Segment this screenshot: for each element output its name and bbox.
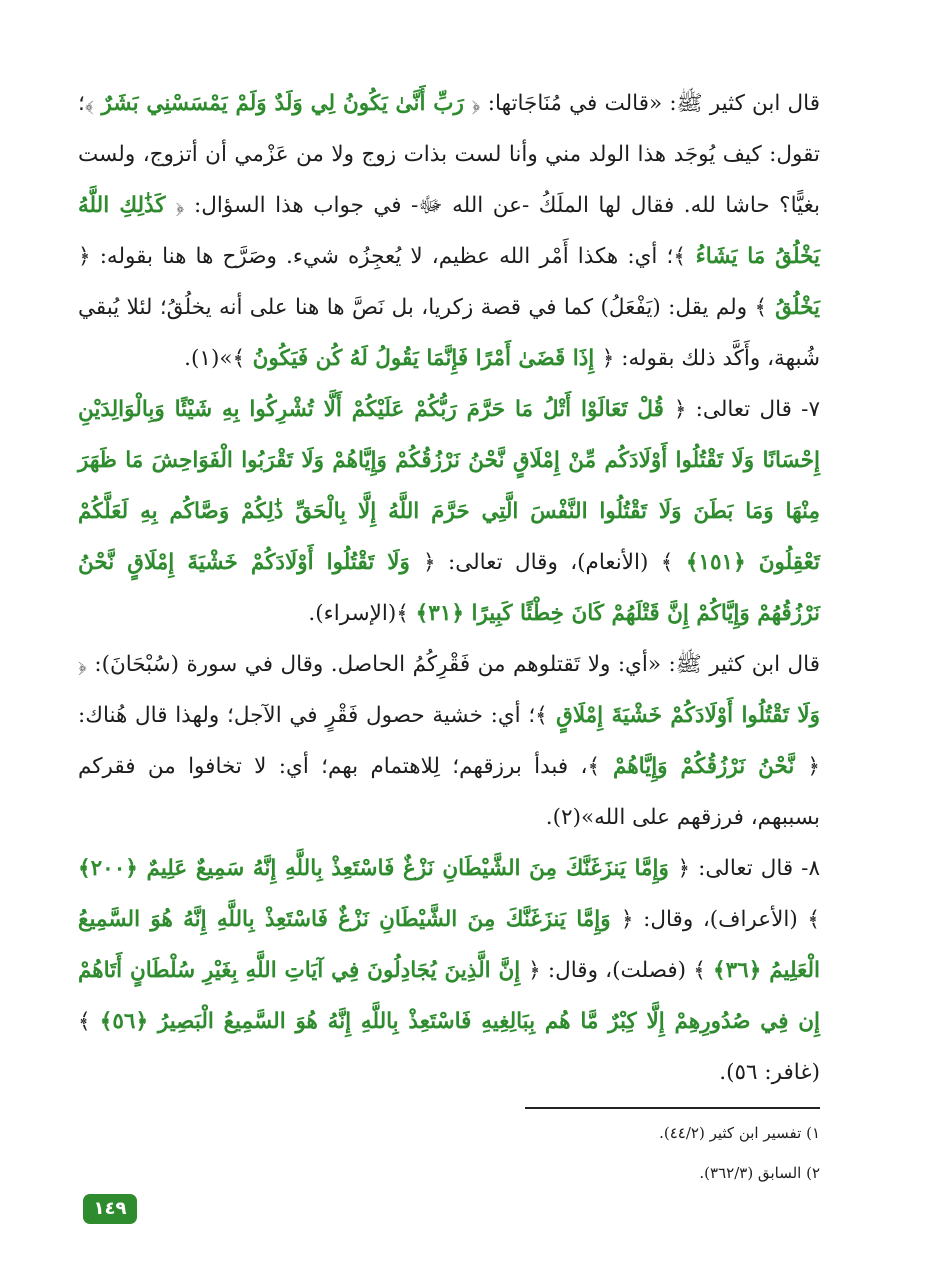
paragraph-4: ٨- قال تعالى: ﴿ وَإِمَّا يَنزَغَنَّكَ مِنَ الشَّيْطَانِ نَزْغٌ فَاسْتَعِذْ بِاللَّهِ إِنَّهُ سَمِيعٌ عَلِيمٌ ﴿٢٠٠﴾ ﴾ (الأعراف)، وقال: ﴿ وَإِمَّا يَنزَغَنَّكَ مِنَ الشَّيْطَانِ نَزْغٌ فَاسْتَعِذْ بِاللَّهِ إِنَّهُ هُوَ السَّمِيعُ الْعَلِيمُ ﴿٣٦﴾ ﴾ (فصلت)، وقال: ﴿ إِنَّ الَّذِينَ يُجَادِلُونَ فِي آيَاتِ اللَّهِ بِغَيْرِ سُلْطَانٍ أَتَاهُمْ إِن فِي صُدُورِهِمْ إِلَّا كِبْرٌ مَّا هُم بِبَالِغِيهِ فَاسْتَعِذْ بِاللَّهِ إِنَّهُ هُوَ السَّمِيعُ الْبَصِيرُ ﴿٥٦﴾ ﴾ (غافر: ٥٦).: [78, 856, 821, 1085]
verse-number: ﴿٥٦﴾: [99, 1009, 149, 1034]
quran-verse: رَبِّ أَنَّىٰ يَكُونُ لِي وَلَدٌ وَلَمْ يَمْسَسْنِي بَشَرٌ: [93, 91, 472, 116]
verse-number: ﴿٢٠٠﴾: [78, 856, 138, 881]
verse-number: ﴿٣٦﴾: [713, 958, 762, 983]
quran-verse: وَإِمَّا يَنزَغَنَّكَ مِنَ الشَّيْطَانِ نَزْغٌ فَاسْتَعِذْ بِاللَّهِ إِنَّهُ هُوَ السَّمِيعُ الْعَلِيمُ: [78, 907, 821, 983]
page-body: [78, 78, 820, 1098]
quran-verse: وَلَا تَقْتُلُوا أَوْلَادَكُمْ خَشْيَةَ إِمْلَاقٍ: [547, 703, 820, 728]
quran-verse: وَإِمَّا يَنزَغَنَّكَ مِنَ الشَّيْطَانِ نَزْغٌ فَاسْتَعِذْ بِاللَّهِ إِنَّهُ سَمِيعٌ عَلِيمٌ: [137, 856, 678, 881]
paragraph-1: قال ابن كثير ﷺ: «قالت في مُنَاجَاتها: ﴿ رَبِّ أَنَّىٰ يَكُونُ لِي وَلَدٌ وَلَمْ يَمْسَسْنِي بَشَرٌ ﴾؛ تقول: كيف يُوجَد هذا الولد مني وأنا لست بذات زوج ولا من عَزْمي أن أتزوج، ولست بغيًّا؟ حاشا لله. فقال لها الملَكُ -عن الله ﷻ- في جواب هذا السؤال: ﴿ كَذَٰلِكِ اللَّهُ يَخْلُقُ مَا يَشَاءُ ﴾؛ أي: هكذا أَمْر الله عظيم، لا يُعجِزُه شيء. وصَرَّح ها هنا بقوله: ﴿ يَخْلُقُ ﴾ ولم يقل: (يَفْعَلُ) كما في قصة زكريا، بل نَصَّ ها هنا على أنه يخلُقُ؛ لئلا يُبقي شُبهة، وأَكَّد ذلك بقوله: ﴿ إِذَا قَضَىٰ أَمْرًا فَإِنَّمَا يَقُولُ لَهُ كُن فَيَكُونُ ﴾»(١).: [78, 91, 821, 371]
footnote-1: ١) تفسير ابن كثير (٤٤/٢).: [659, 1124, 820, 1142]
quran-verse: وَلَا تَقْتُلُوا أَوْلَادَكُمْ خَشْيَةَ إِمْلَاقٍ نَّحْنُ نَرْزُقُهُمْ وَإِيَّاكُمْ إِنَّ قَتْلَهُمْ كَانَ خِطْئًا كَبِيرًا: [78, 550, 820, 626]
quran-verse: إِنَّ الَّذِينَ يُجَادِلُونَ فِي آيَاتِ اللَّهِ بِغَيْرِ سُلْطَانٍ أَتَاهُمْ إِن فِي صُدُورِهِمْ إِلَّا كِبْرٌ مَّا هُم بِبَالِغِيهِ فَاسْتَعِذْ بِاللَّهِ إِنَّهُ هُوَ السَّمِيعُ الْبَصِيرُ: [78, 958, 821, 1034]
quran-verse: يَخْلُقُ: [767, 295, 820, 320]
quran-verse: قُلْ تَعَالَوْا أَتْلُ مَا حَرَّمَ رَبُّكُمْ عَلَيْكُمْ أَلَّا تُشْرِكُوا بِهِ شَيْئًا وَبِالْوَالِدَيْنِ إِحْسَانًا وَلَا تَقْتُلُوا أَوْلَادَكُم مِّنْ إِمْلَاقٍ نَّحْنُ نَرْزُقُكُمْ وَإِيَّاهُمْ وَلَا تَقْرَبُوا الْفَوَاحِشَ مَا ظَهَرَ مِنْهَا وَمَا بَطَنَ وَلَا تَقْتُلُوا النَّفْسَ الَّتِي حَرَّمَ اللَّهُ إِلَّا بِالْحَقِّ ذَٰلِكُمْ وَصَّاكُم بِهِ لَعَلَّكُمْ تَعْقِلُونَ: [78, 397, 820, 575]
page-number: ١٤٩: [83, 1194, 137, 1224]
verse-number: ﴿١٥١﴾: [685, 550, 746, 575]
quran-verse: نَّحْنُ نَرْزُقُكُمْ وَإِيَّاهُمْ: [600, 754, 808, 779]
footnote-2: ٢) السابق (٣٦٢/٣).: [699, 1164, 820, 1182]
paragraph-2: ٧- قال تعالى: ﴿ قُلْ تَعَالَوْا أَتْلُ مَا حَرَّمَ رَبُّكُمْ عَلَيْكُمْ أَلَّا تُشْرِكُوا بِهِ شَيْئًا وَبِالْوَالِدَيْنِ إِحْسَانًا وَلَا تَقْتُلُوا أَوْلَادَكُم مِّنْ إِمْلَاقٍ نَّحْنُ نَرْزُقُكُمْ وَإِيَّاهُمْ وَلَا تَقْرَبُوا الْفَوَاحِشَ مَا ظَهَرَ مِنْهَا وَمَا بَطَنَ وَلَا تَقْتُلُوا النَّفْسَ الَّتِي حَرَّمَ اللَّهُ إِلَّا بِالْحَقِّ ذَٰلِكُمْ وَصَّاكُم بِهِ لَعَلَّكُمْ تَعْقِلُونَ ﴿١٥١﴾ ﴾ (الأنعام)، وقال تعالى: ﴿ وَلَا تَقْتُلُوا أَوْلَادَكُمْ خَشْيَةَ إِمْلَاقٍ نَّحْنُ نَرْزُقُهُمْ وَإِيَّاكُمْ إِنَّ قَتْلَهُمْ كَانَ خِطْئًا كَبِيرًا ﴿٣١﴾ ﴾(الإسراء).: [78, 397, 820, 626]
paragraph-3: قال ابن كثير ﷺ: «أي: ولا تَقتلوهم من فَقْرِكُمُ الحاصل. وقال في سورة (سُبْحَانَ): ﴿ وَلَا تَقْتُلُوا أَوْلَادَكُمْ خَشْيَةَ إِمْلَاقٍ ﴾؛ أي: خشية حصول فَقْرٍ في الآجل؛ ولهذا قال هُناك: ﴿ نَّحْنُ نَرْزُقُكُمْ وَإِيَّاهُمْ ﴾، فبدأ برزقهم؛ لِلاهتمام بهم؛ أي: لا تخافوا من فقركم بسببهم، فرزقهم على الله»(٢).: [78, 652, 820, 830]
verse-number: ﴿٣١﴾: [415, 601, 464, 626]
quran-verse: كَذَٰلِكِ اللَّهُ يَخْلُقُ مَا يَشَاءُ: [78, 193, 820, 269]
quran-verse: إِذَا قَضَىٰ أَمْرًا فَإِنَّمَا يَقُولُ لَهُ كُن فَيَكُونُ: [245, 346, 602, 371]
footnote-divider: [525, 1107, 820, 1109]
